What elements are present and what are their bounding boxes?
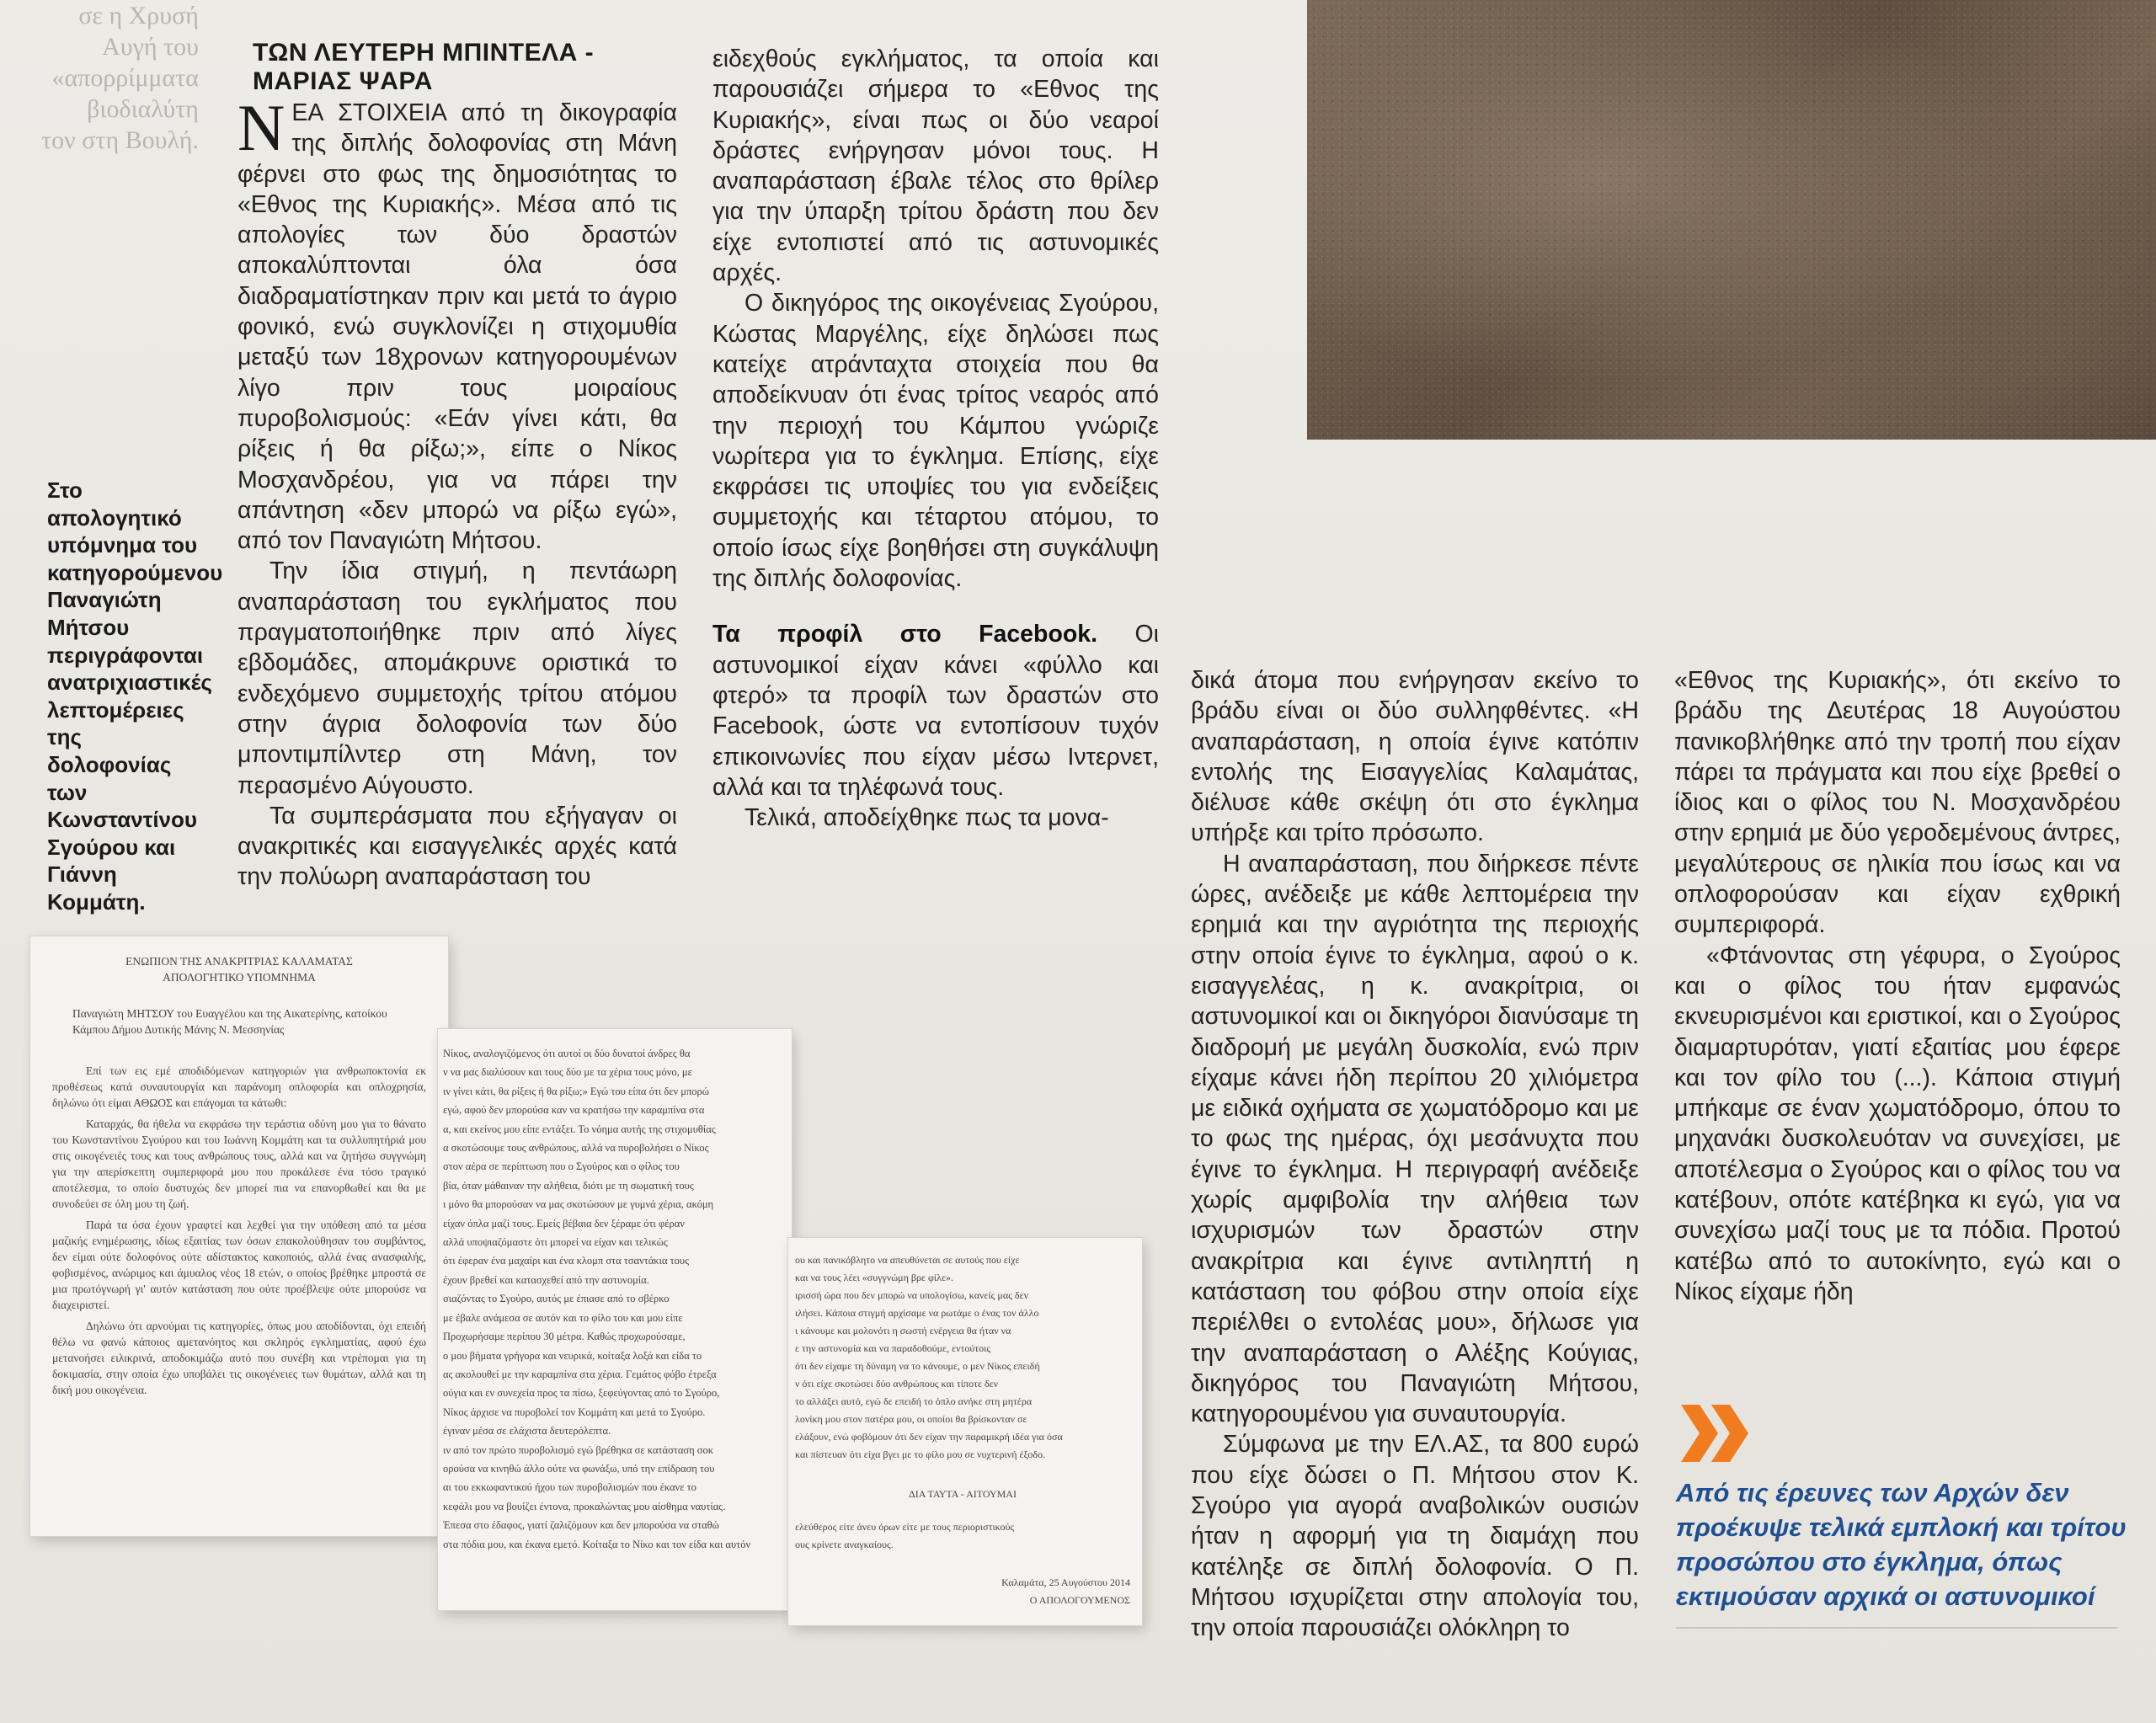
- memo-line: ι μόνο θα μπορούσαν να μας σκοτώσουν με γυμνά χέρια, ακόμη: [443, 1198, 714, 1211]
- memo-line: βία, όταν μάθαιναν την αλήθεια, διότι με τη σωματική τους: [443, 1179, 694, 1192]
- paragraph: Η αναπαράσταση, που διήρκεσε πέντε ώρες, ανέδειξε με κάθε λεπτομέρεια την ερημιά και την αγριότητα της περιοχής στην οποία έγινε το έγκλημα, αφού ο κ. εισαγγελέας, η κ. ανακρίτρια, οι αστυνομικοί και οι δικηγόροι διανύσαμε τη διαδρομή με μεγάλη δυσκολία, ενώ πριν είχαμε κάνει ήδη περίπου 20 χιλιόμετρα με ειδικά οχήματα σε χωματόδρομο και με το φως της ημέρας, όχι μεσάνυχτα που έγινε το έγκλημα. Η περιγραφή ανέδειξε χωρίς αμφιβολία την αλήθεια των ισχυρισμών των δραστών στην ανακρίτρια και έγινε αντιληπτή η κατάσταση του φόβου στην οποία είχε περιέλθει ο εντολέας μου», δήλωσε για την αναπαράσταση ο Αλέξης Κούγιας, δικηγόρος του Παναγιώτη Μήτσου, κατηγορουμένου για συναυτουργία.: [1191, 850, 1639, 1428]
- memo-line: Προχωρήσαμε περίπου 30 μέτρα. Καθώς προχωρούσαμε,: [443, 1331, 686, 1343]
- memo-paragraph: Επί των εις εμέ αποδιδόμενων κατηγοριών για ανθρωποκτονία εκ προθέσεως κατά συναυτουργία και παράνομη οπλοφορία και οπλοχρησία, δηλώνω ότι είμαι ΑΘΩΟΣ και επάγομαι τα κάτωθι:: [52, 1064, 426, 1109]
- memo-line: έχουν βρεθεί και κατασχεθεί από την αστυνομία.: [443, 1273, 649, 1286]
- pull-quote-text: Από τις έρευνες των Αρχών δεν προέκυψε τελικά εμπλοκή και τρίτου προσώπου στο έγκλημα, όπως εκτιμούσαν αρχικά οι αστυνομικοί: [1676, 1478, 2127, 1611]
- memo-line: ι κάνουμε και μολονότι η σωστή ενέργεια θα ήταν να: [795, 1325, 1011, 1336]
- memo-line: Νίκος, αναλογιζόμενος ότι αυτοί οι δύο δυνατοί άνδρες θα: [443, 1048, 691, 1059]
- memo-line: αι του εκκωφαντικού ήχου των πυροβολισμών που έκανε το: [443, 1481, 696, 1494]
- memo-line: ιν από τον πρώτο πυροβολισμό εγώ βρέθηκα σε κατάσταση σοκ: [443, 1443, 714, 1456]
- bleed-through-area: [1496, 497, 1698, 1676]
- paragraph: Ο δικηγόρος της οικογένειας Σγούρου, Κώστας Μαργέλης, είχε δηλώσει πως κατείχε ατράνταχτα στοιχεία που θα αποδείκνυαν ότι ένας τρίτος νεαρός από την περιοχή του Κάμπου γνώριζε νωρίτερα για το έγκλημα. Επίσης, είχε εκφράσει τις υποψίες του για ενδείξεις συμμετοχής και τέταρτου ατόμου, το οποίο ίσως είχε βοηθήσει στη συγκάλυψη της διπλής δολοφονίας.: [712, 290, 1159, 593]
- memo-from: Παναγιώτη ΜΗΤΣΟΥ του Ευαγγέλου και της Αικατερίνης, κατοίκου: [72, 1007, 387, 1020]
- memorandum-scan-page-3: [788, 1238, 1142, 1625]
- paragraph: Τα προφίλ στο Facebook. Οι αστυνομικοί είχαν κάνει «φύλλο και φτερό» τα προφίλ των δραστών στο Facebook, ώστε να εντοπίσουν τυχόν επικοινωνίες που είχαν μέσω Ιντερνετ, αλλά και τα τηλέφωνά τους.: [712, 621, 1160, 801]
- memo-line: ους κρίνετε αναγκαίους.: [795, 1539, 894, 1550]
- memo-line: ούγια και εν συνεχεία προς τα πίσω, ξεφεύγοντας από το Σγούρο,: [443, 1387, 720, 1400]
- memo-line: στα πόδια μου, και έκανα εμετό. Κοίταξα το Νίκο και τον είδα και αυτόν: [443, 1538, 751, 1550]
- memo-line: λονίκη μου στον πατέρα μου, οι οποίοι θα βρίσκονταν σε: [795, 1413, 1027, 1425]
- memo-paragraph: Παρά τα όσα έχουν γραφτεί και λεχθεί για την υπόθεση από τα μέσα μαζικής ενημέρωσης, ιδίως εξαιτίας των όσων επακολούθησαν του συμβάντος, δεν είμαι ούτε δολοφόνος ούτε αδίστακτος κακοποιός, αλλά ένας ανασφαλής, φοβισμένος, ανώριμος και άμυαλος νέος 18 ετών, ο οποίος βρέθηκε μπροστά σε μια πρωτόγνωρή γι' αυτόν κατάσταση που ούτε προέβλεψε ούτε μπορούσε να διαχειριστεί.: [52, 1219, 426, 1311]
- memo-line: Ο ΑΠΟΛΟΓΟΥΜΕΝΟΣ: [1029, 1594, 1130, 1606]
- article-column-2: [712, 44, 1159, 833]
- memo-line: ου και πανικόβλητο να απευθύνεται σε αυτούς που είχε: [795, 1254, 1020, 1266]
- quote-chevron-icon: [1679, 1403, 1752, 1464]
- memorandum-scan-page-1: [30, 936, 448, 1536]
- memo-line: και πίστευαν ότι είχα βγει με το φίλο μου σε νυχτερινή έξοδο.: [795, 1448, 1046, 1460]
- memo-paragraph: Καταρχάς, θα ήθελα να εκφράσω την τεράστια οδύνη μου για το θάνατο του Κωνσταντίνου Σγούρου και του Ιωάννη Κομμάτη και τα συλλυπητήριά μου στις οικογένειές τους και τους ανθρώπους τους, αλλά και να ζητήσω συγγνώμη για την απερίσκεπτη συμπεριφορά μου που προκάλεσε ένα τόσο τραγικό αποτέλεσμα, το οποίο δυστυχώς δεν μπορεί πια να επανορθωθεί και θα με συνοδεύει σε όλη μου τη ζωή.: [52, 1118, 426, 1210]
- memo-line: και να τους λέει «συγγνώμη βρε φίλε».: [795, 1272, 954, 1283]
- memo-line: α, και εκείνος μου είπε εντάξει. Το νόημα αυτής της στιχομυθίας: [443, 1123, 716, 1135]
- subheading: Τα προφίλ στο Facebook.: [712, 621, 1098, 648]
- memo-line: ορούσα να κινηθώ άλλο ούτε να φωνάξω, υπό την επίδραση του: [443, 1462, 715, 1475]
- memo-line: αλλά υποψιαζόμαστε ότι μπορεί να είχαν και τελικώς: [443, 1236, 668, 1249]
- memo-line: ιν γίνει κάτι, θα ρίξεις ή θα ρίξω;» Εγώ του είπα ότι δεν μπορώ: [443, 1085, 709, 1097]
- ground-photo: [1307, 0, 2156, 440]
- pull-quote: [1676, 1403, 2131, 1629]
- paragraph: Τα συμπεράσματα που εξήγαγαν οι ανακριτικές και εισαγγελικές αρχές κατά την πολύωρη αναπαράσταση του: [237, 802, 677, 891]
- paragraph: Την ίδια στιγμή, η πεντάωρη αναπαράσταση του εγκλήματος που πραγματοποιήθηκε πριν από λίγες εβδομάδες, απομάκρυνε οριστικά το ενδεχόμενο συμμετοχής τρίτου ατόμου στην άγρια δολοφονία των δύο μποντιμπίλντερ στη Μάνη, τον περασμένο Αύγουστο.: [237, 557, 677, 799]
- memo-line: έγιναν μέσα σε ελάχιστα δευτερόλεπτα.: [443, 1425, 611, 1438]
- memo-line: ελεύθερος είτε άνευ όρων είτε με τους περιοριστικούς: [795, 1521, 1015, 1533]
- memo-subheading: ΑΠΟΛΟΓΗΤΙΚΟ ΥΠΟΜΝΗΜΑ: [163, 971, 316, 984]
- memo-line: ο μου βήματα γρήγορα και νευρικά, κοίταξα λοξά και είδα το: [443, 1349, 702, 1362]
- memorandum-scan-page-2: [438, 1029, 792, 1610]
- memo-line: Νίκος άρχισε να πυροβολεί τον Κομμάτη και μετά το Σγούρο.: [443, 1406, 706, 1418]
- memo-paragraph: Δηλώνω ότι αρνούμαι τις κατηγορίες, όπως μου αποδίδονται, όχι επειδή θέλω να φανώ κάποιος αμετανόητος και σκληρός εγκληματίας, αφού έχω μετανοήσει ειλικρινά, αποδοκιμάζω αυτό που συνέβη και ντρέπομαι για τη δοκιμασία, στην οποία έχω υποβάλει τις οικογένειες των θυμάτων, αλλά και τη δική μου οικογένεια.: [52, 1320, 426, 1396]
- memo-line: ελάξουν, ενώ φοβόμουν ότι δεν είχαν την παραμικρή ιδέα για όσα: [795, 1431, 1063, 1443]
- memo-line: κεφάλι μου να βουίζει έντονα, προκαλώντας μου αίσθημα ναυτίας.: [443, 1500, 726, 1512]
- bleed-through-text: σε η Χρυσή Αυγή του «απορρίμματα βιοδιαλύτη τον στη Βουλή.: [41, 2, 199, 154]
- photo-caption: Στο απολογητικό υπόμνημα του κατηγορούμενου Παναγιώτη Μήτσου περιγράφονται ανατριχιαστικές λεπτομέρειες της δολοφονίας των Κωνσταντίνου Σγούρου και Γιάννη Κομμάτη.: [47, 477, 223, 915]
- memo-line: Έπεσα στο έδαφος, γιατί ζαλιζόμουν και δεν μπορούσα να σταθώ: [443, 1519, 719, 1532]
- paragraph: Τελικά, αποδείχθηκε πως τα μονα-: [744, 804, 1109, 832]
- memo-from-address: Κάμπου Δήμου Δυτικής Μάνης Ν. Μεσσηνίας: [72, 1023, 285, 1036]
- paragraph: Σύμφωνα με την ΕΛ.ΑΣ, τα 800 ευρώ που είχε δώσει ο Π. Μήτσου στον Κ. Σγούρο για αγορά αναβολικών ουσιών ήταν η αφορμή για τη διαμάχη που κατέληξε σε διπλή δολοφονία. Ο Π. Μήτσου ισχυρίζεται στην απολογία του, την οποία παρουσιάζει ολόκληρη το: [1191, 1431, 1639, 1642]
- drop-cap: Ν: [237, 91, 286, 164]
- memo-line: είχαν όπλα μαζί τους. Εμείς βέβαια δεν ξέραμε ότι φέραν: [443, 1217, 685, 1230]
- lead-paragraph: ΝΕΑ ΣΤΟΙΧΕΙΑ από τη δικογραφία της διπλής δολοφονίας στη Μάνη φέρνει στο φως της δημοσιότητας το «Εθνος της Κυριακής». Μέσα από τις απολογίες των δύο δραστών αποκαλύπτονται όλα όσα διαδραματίστηκαν πριν και μετά το άγριο φονικό, ενώ συγκλονίζει η στιχομυθία μεταξύ των 18χρονων κατηγορουμένων λίγο πριν τους μοιραίους πυροβολισμούς: «Εάν γίνει κάτι, θα ρίξεις ή θα ρίξω;», είπε ο Νίκος Μοσχανδρέου, για να πάρει την απάντηση «δεν μπορώ να ρίξω εγώ», από τον Παναγιώτη Μήτσου.: [237, 91, 677, 555]
- memo-line: ε την αστυνομία και να παραδοθούμε, εντούτοις: [795, 1342, 991, 1354]
- memo-text-block: [443, 1044, 780, 1554]
- article-column-1: [237, 91, 677, 893]
- memo-line: ας ακολουθεί με την καραμπίνα στα χέρια. Γεμάτος φόβο έτρεξα: [443, 1368, 717, 1380]
- article-column-4: [1674, 665, 2121, 1307]
- memo-line: ιλήσει. Κάποια στιγμή αρχίσαμε να ρωτάμε ο ένας τον άλλο: [795, 1307, 1039, 1319]
- memo-line: ΔΙΑ ΤΑΥΤΑ - ΑΙΤΟΥΜΑΙ: [909, 1488, 1017, 1500]
- memo-line: ν να μας διαλύσουν και τους δύο με τα χέρια τους μόνο, με: [443, 1066, 692, 1079]
- memo-line: το αλλάξει αυτό, εγώ δε επειδή το όπλο ανήκε στη μητέρα: [795, 1395, 1033, 1407]
- memo-line: στον αέρα σε περίπτωση που ο Σγούρος και ο φίλος του: [443, 1160, 680, 1173]
- photo-texture: [1307, 0, 2156, 440]
- memo-line: ιρισσή ώρα που δεν μπορώ να υπολογίσω, κανείς μας δεν: [795, 1289, 1029, 1301]
- paragraph: δικά άτομα που ενήργησαν εκείνο το βράδυ είναι οι δύο συλληφθέντες. «Η αναπαράσταση, η οποία έγινε κατόπιν εντολής της Εισαγγελίας Καλαμάτας, διέλυσε κάθε σκέψη ότι στο έγκλημα υπήρξε και τρίτο πρόσωπο.: [1191, 667, 1639, 847]
- memo-line: Καλαμάτα, 25 Αυγούστου 2014: [1001, 1576, 1130, 1588]
- memo-line: σιαζόντας το Σγούρο, αυτός με έπιασε από το σβέρκο: [443, 1293, 670, 1305]
- memo-line: ότι δεν είχαμε τη δύναμη να το κάνουμε, ο μεν Νίκος επειδή: [795, 1360, 1040, 1372]
- paragraph: ειδεχθούς εγκλήματος, τα οποία και παρουσιάζει σήμερα το «Εθνος της Κυριακής», είναι πως οι δύο νεαροί δράστες ενήργησαν μόνοι τους. Η αναπαράσταση έβαλε τέλος στο θρίλερ για την ύπαρξη τρίτου δράστη που δεν είχε εντοπιστεί από τις αστυνομικές αρχές.: [712, 45, 1159, 287]
- memo-text-block: [795, 1251, 1130, 1609]
- paragraph: «Φτάνοντας στη γέφυρα, ο Σγούρος και ο φίλος του ήταν εμφανώς εκνευρισμένοι και εριστικοί, και ο Σγούρος διαμαρτυρόταν, γιατί εξαιτίας μου έφερε και τον φίλο του (...). Κάποια στιγμή μπήκαμε σε έναν χωματόδρομο, όπου το μηχανάκι δυσκολευόταν να συνεχίσει, με αποτέλεσμα ο Σγούρος και ο φίλος του να κατέβουν, οπότε κατέβηκα κι εγώ, για να συνεχίσω μαζί τους με τα πόδια. Προτού κατέβω από το αυτοκίνητο, εγώ και ο Νίκος είχαμε ήδη: [1674, 942, 2121, 1305]
- memo-line: ότι έφεραν ένα μαχαίρι και ένα κλομπ στα τσαντάκια τους: [443, 1255, 690, 1267]
- memo-line: ν ότι είχε σκοτώσει δύο ανθρώπους και τίποτε δεν: [795, 1378, 999, 1390]
- memo-line: με έβαλε ανάμεσα σε αυτόν και το φίλο του και μου είπε: [443, 1311, 683, 1324]
- divider: [1676, 1627, 2117, 1629]
- paragraph: «Εθνος της Κυριακής», ότι εκείνο το βράδυ της Δευτέρας 18 Αυγούστου πανικοβλήθηκε από την τροπή που είχαν πάρει τα πράγματα και που είχε βρεθεί ο ίδιος και ο φίλος του Ν. Μοσχανδρέου στην ερημιά με δύο γεροδεμένους άντρες, μεγαλύτερους σε ηλικία που ίσως και να οπλοφορούσαν και είχαν εχθρική συμπεριφορά.: [1674, 667, 2121, 939]
- memo-line: α σκοτώσουμε τους ανθρώπους, αλλά να πυροβολήσει ο Νίκος: [443, 1142, 709, 1155]
- article-byline: ΤΩΝ ΛΕΥΤΕΡΗ ΜΠΙΝΤΕΛΑ - ΜΑΡΙΑΣ ΨΑΡΑ: [253, 39, 595, 95]
- memo-line: εγώ, αφού δεν μπορούσα καν να κρατήσω την καραμπίνα στα: [443, 1104, 705, 1117]
- memo-heading: ΕΝΩΠΙΟΝ ΤΗΣ ΑΝΑΚΡΙΤΡΙΑΣ ΚΑΛΑΜΑΤΑΣ: [125, 955, 353, 968]
